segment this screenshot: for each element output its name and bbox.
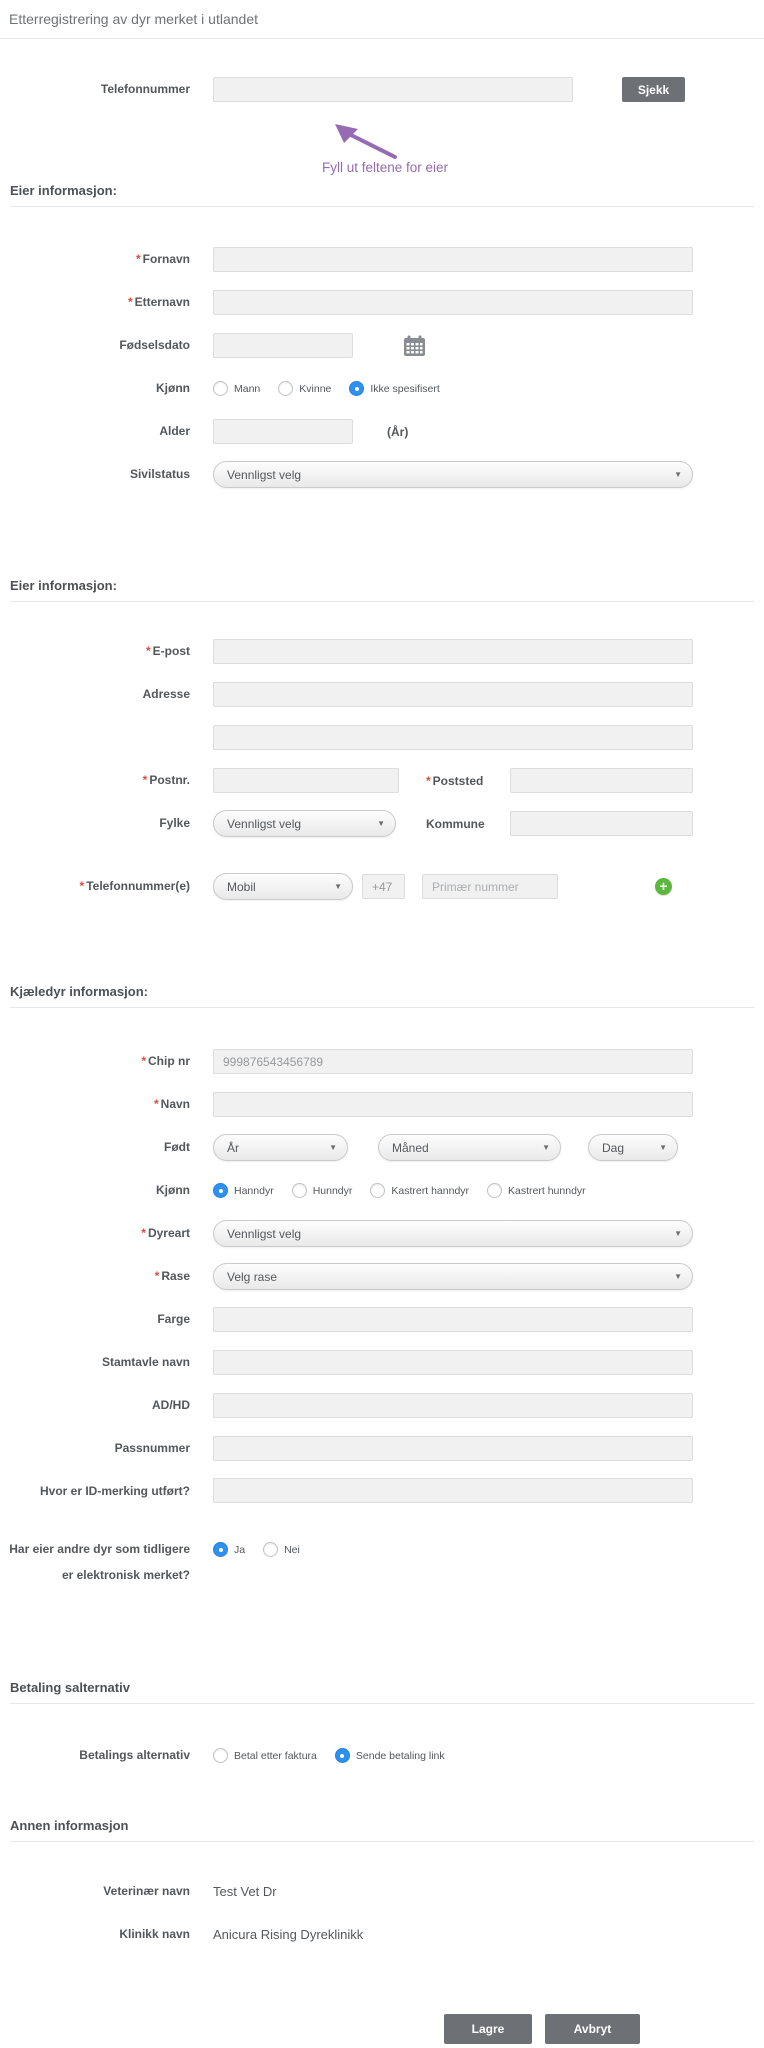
required-asterisk: * (127, 295, 133, 309)
poststed-input[interactable] (510, 768, 693, 793)
farge-input[interactable] (213, 1307, 693, 1332)
fornavn-row (0, 246, 764, 273)
id-merking-row (0, 1478, 764, 1530)
epost-label: * E-post (145, 644, 190, 658)
fodselsdato-input[interactable] (213, 333, 353, 358)
arrow-up-left-icon (331, 121, 401, 161)
betalings-alternativ-row (0, 1742, 764, 1769)
hint-text: Fyll ut feltene for eier (322, 160, 449, 175)
klinikk-label: Klinikk navn (119, 1927, 190, 1941)
hint-area (0, 103, 764, 183)
fornavn-label: * Fornavn (135, 252, 190, 266)
epost-row (0, 638, 764, 665)
chip-input[interactable] (213, 1049, 693, 1074)
epost-input[interactable] (213, 639, 693, 664)
required-asterisk: * (145, 644, 151, 658)
radio-selected-icon (335, 1748, 350, 1763)
cancel-button[interactable]: Avbryt (545, 2014, 640, 2044)
radio-option-ja[interactable]: Ja (213, 1542, 245, 1557)
required-asterisk: * (79, 879, 85, 893)
betalings-alternativ-radio-group (213, 1748, 463, 1763)
adresse-input-2[interactable] (213, 725, 693, 750)
radio-selected-icon (213, 1542, 228, 1557)
chip-label: * Chip nr (141, 1054, 190, 1068)
fylke-kommune-row (0, 810, 764, 837)
fodselsdato-label: Fødselsdato (119, 338, 190, 352)
pet-navn-row (0, 1091, 764, 1118)
adhd-row (0, 1392, 764, 1419)
sivilstatus-label: Sivilstatus (129, 467, 190, 481)
radio-option-hanndyr[interactable]: Hanndyr (213, 1183, 274, 1198)
owner-kjonn-label: Kjønn (156, 381, 190, 395)
passnummer-row (0, 1435, 764, 1462)
section-divider (10, 206, 754, 207)
radio-icon (292, 1183, 307, 1198)
adresse-row-1 (0, 681, 764, 708)
postnr-label: * Postnr. (142, 773, 190, 787)
fornavn-input[interactable] (213, 247, 693, 272)
pet-kjonn-row (0, 1177, 764, 1204)
required-asterisk: * (141, 1054, 146, 1068)
dyreart-select[interactable]: Vennligst velg ▼ (213, 1220, 693, 1247)
birth-month-select[interactable]: Måned ▼ (378, 1134, 561, 1161)
radio-option-nei[interactable]: Nei (263, 1542, 300, 1557)
chevron-down-icon: ▼ (674, 470, 682, 479)
rase-label: * Rase (154, 1269, 190, 1283)
chevron-down-icon: ▼ (674, 1229, 682, 1238)
radio-selected-icon (213, 1183, 228, 1198)
radio-icon (213, 1748, 228, 1763)
veterinaer-label: Veterinær navn (103, 1884, 190, 1898)
radio-icon (278, 381, 293, 396)
chip-row (0, 1048, 764, 1075)
owner-kjonn-row (0, 375, 764, 402)
adresse-row-2 (0, 724, 764, 751)
pet-navn-input[interactable] (213, 1092, 693, 1117)
country-code-input[interactable] (362, 874, 405, 899)
required-asterisk: * (135, 252, 141, 266)
radio-selected-icon (349, 381, 364, 396)
radio-option-kastrert-hunndyr[interactable]: Kastrert hunndyr (487, 1183, 586, 1198)
andre-dyr-label: Har eier andre dyr som tidligere er elektronisk merket? (9, 1542, 190, 1582)
radio-option-sende-betaling-link[interactable]: Sende betaling link (335, 1748, 445, 1763)
chevron-down-icon: ▼ (377, 819, 385, 828)
postnr-poststed-row (0, 767, 764, 794)
veterinaer-value: Test Vet Dr (213, 1884, 277, 1899)
radio-icon (370, 1183, 385, 1198)
radio-option-kastrert-hanndyr[interactable]: Kastrert hanndyr (370, 1183, 469, 1198)
phone-check-row (0, 76, 764, 103)
telefonnummer-row (0, 873, 764, 900)
rase-row (0, 1263, 764, 1290)
owner-info-heading-2: Eier informasjon: (10, 578, 117, 593)
pet-info-heading: Kjæledyr informasjon: (10, 984, 148, 999)
owner-info-heading-1: Eier informasjon: (10, 183, 117, 198)
dyreart-row (0, 1220, 764, 1247)
passnummer-label: Passnummer (114, 1441, 190, 1455)
fylke-label: Fylke (159, 816, 190, 830)
primary-number-input[interactable] (422, 874, 558, 899)
adresse-label: Adresse (142, 687, 190, 701)
phone-check-label: Telefonnummer (100, 82, 190, 96)
andre-dyr-row (0, 1536, 764, 1614)
plus-icon: + (659, 878, 668, 894)
kommune-input[interactable] (510, 811, 693, 836)
section-divider (10, 1841, 754, 1842)
chevron-down-icon: ▼ (329, 1143, 337, 1152)
radio-option-mann[interactable]: Mann (213, 381, 260, 396)
owner-kjonn-radio-group (213, 381, 458, 396)
radio-icon (263, 1542, 278, 1557)
radio-option-kvinne[interactable]: Kvinne (278, 381, 331, 396)
required-asterisk: * (142, 773, 148, 787)
pet-navn-label: * Navn (153, 1097, 190, 1111)
check-button[interactable]: Sjekk (622, 77, 685, 102)
chevron-down-icon: ▼ (542, 1143, 550, 1152)
farge-label: Farge (157, 1312, 190, 1326)
postnr-input[interactable] (213, 768, 399, 793)
stamtavle-label: Stamtavle navn (101, 1355, 190, 1369)
etternavn-label: * Etternavn (127, 295, 190, 309)
veterinaer-row (0, 1878, 764, 1905)
birth-day-select[interactable]: Dag ▼ (588, 1134, 678, 1161)
radio-option-betal-etter-faktura[interactable]: Betal etter faktura (213, 1748, 317, 1763)
radio-option-ikke-spesifisert[interactable]: Ikke spesifisert (349, 381, 439, 396)
chevron-down-icon: ▼ (659, 1143, 667, 1152)
section-divider (10, 601, 754, 602)
sivilstatus-select[interactable]: Vennligst velg ▼ (213, 461, 693, 488)
form-actions (0, 2014, 764, 2044)
pet-kjonn-label: Kjønn (156, 1183, 190, 1197)
rase-select[interactable]: Velg rase ▼ (213, 1263, 693, 1290)
kommune-label: Kommune (426, 816, 485, 831)
andre-dyr-radio-group (213, 1542, 318, 1557)
adresse-input-1[interactable] (213, 682, 693, 707)
alder-label: Alder (159, 424, 190, 438)
required-asterisk: * (154, 1269, 160, 1283)
required-asterisk: * (153, 1097, 159, 1111)
fylke-select[interactable]: Vennligst velg ▼ (213, 810, 396, 837)
fodt-label: Født (164, 1140, 190, 1154)
save-button[interactable]: Lagre (444, 2014, 532, 2044)
title-divider (0, 38, 764, 39)
id-merking-label: Hvor er ID-merking utført? (39, 1484, 190, 1498)
required-asterisk: * (141, 1226, 146, 1240)
section-divider (10, 1007, 754, 1008)
phone-check-input[interactable] (213, 77, 573, 102)
etternavn-row (0, 289, 764, 316)
add-phone-button[interactable] (655, 878, 672, 895)
alder-unit-label: (År) (387, 424, 409, 439)
adhd-input[interactable] (213, 1393, 693, 1418)
telefonnummer-label: * Telefonnummer(e) (79, 879, 190, 893)
radio-icon (213, 381, 228, 396)
alder-row (0, 418, 764, 445)
stamtavle-row (0, 1349, 764, 1376)
birth-year-select[interactable]: År ▼ (213, 1134, 348, 1161)
farge-row (0, 1306, 764, 1333)
chevron-down-icon: ▼ (674, 1272, 682, 1281)
sivilstatus-row (0, 461, 764, 488)
pet-kjonn-radio-group (213, 1183, 604, 1198)
passnummer-input[interactable] (213, 1436, 693, 1461)
page-title: Etterregistrering av dyr merket i utlandet (9, 11, 258, 27)
stamtavle-input[interactable] (213, 1350, 693, 1375)
id-merking-input[interactable] (213, 1478, 693, 1503)
klinikk-row (0, 1921, 764, 1948)
klinikk-value: Anicura Rising Dyreklinikk (213, 1927, 364, 1942)
radio-option-hunndyr[interactable]: Hunndyr (292, 1183, 353, 1198)
required-asterisk: * (426, 773, 431, 788)
fodt-row (0, 1134, 764, 1161)
adhd-label: AD/HD (152, 1398, 190, 1412)
poststed-label: * Poststed (426, 773, 484, 788)
phone-type-select[interactable]: Mobil ▼ (213, 873, 353, 900)
alder-input[interactable] (213, 419, 353, 444)
chevron-down-icon: ▼ (334, 882, 342, 891)
section-divider (10, 1703, 754, 1704)
radio-icon (487, 1183, 502, 1198)
etternavn-input[interactable] (213, 290, 693, 315)
annen-info-heading: Annen informasjon (10, 1818, 129, 1833)
betaling-heading: Betaling salternativ (10, 1680, 130, 1695)
fodselsdato-row (0, 332, 764, 359)
betalings-alternativ-label: Betalings alternativ (79, 1748, 190, 1762)
dyreart-label: * Dyreart (141, 1226, 190, 1240)
calendar-icon[interactable] (403, 335, 426, 357)
